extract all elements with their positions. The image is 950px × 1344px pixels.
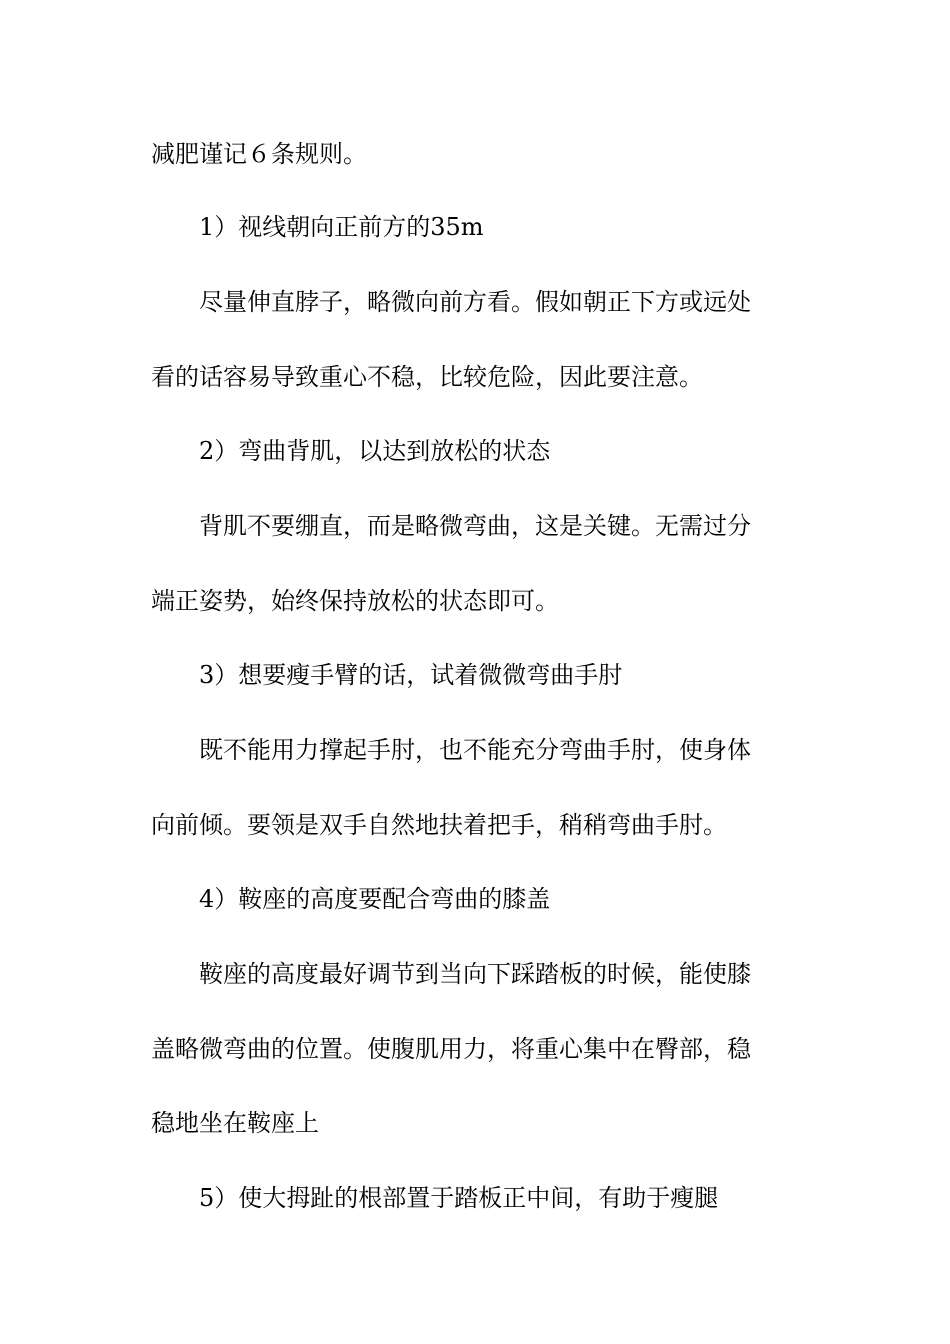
rule-5-heading: 5）使大拇趾的根部置于踏板正中间，有助于瘦腿: [199, 1184, 719, 1212]
rule-1-body-line-2: 看的话容易导致重心不稳，比较危险，因此要注意。: [151, 363, 703, 391]
rule-4-body-line-3: 稳地坐在鞍座上: [151, 1109, 319, 1137]
rule-2-body-line-1: 背肌不要绷直，而是略微弯曲，这是关键。无需过分: [199, 512, 751, 540]
rule-2-heading: 2）弯曲背肌，以达到放松的状态: [199, 437, 551, 465]
intro-line: 减肥谨记６条规则。: [151, 140, 367, 168]
rule-1-body-line-1: 尽量伸直脖子，略微向前方看。假如朝正下方或远处: [199, 288, 751, 316]
rule-3-body-line-1: 既不能用力撑起手肘，也不能充分弯曲手肘，使身体: [199, 736, 751, 764]
rule-4-heading: 4）鞍座的高度要配合弯曲的膝盖: [199, 885, 551, 913]
rule-2-body-line-2: 端正姿势，始终保持放松的状态即可。: [151, 587, 559, 615]
rule-4-body-line-1: 鞍座的高度最好调节到当向下踩踏板的时候，能使膝: [199, 960, 751, 988]
rule-3-body-line-2: 向前倾。要领是双手自然地扶着把手，稍稍弯曲手肘。: [151, 811, 727, 839]
rule-4-body-line-2: 盖略微弯曲的位置。使腹肌用力，将重心集中在臀部，稳: [151, 1035, 751, 1063]
rule-1-heading: 1）视线朝向正前方的35m: [199, 213, 484, 241]
rule-3-heading: 3）想要瘦手臂的话，试着微微弯曲手肘: [199, 661, 623, 689]
